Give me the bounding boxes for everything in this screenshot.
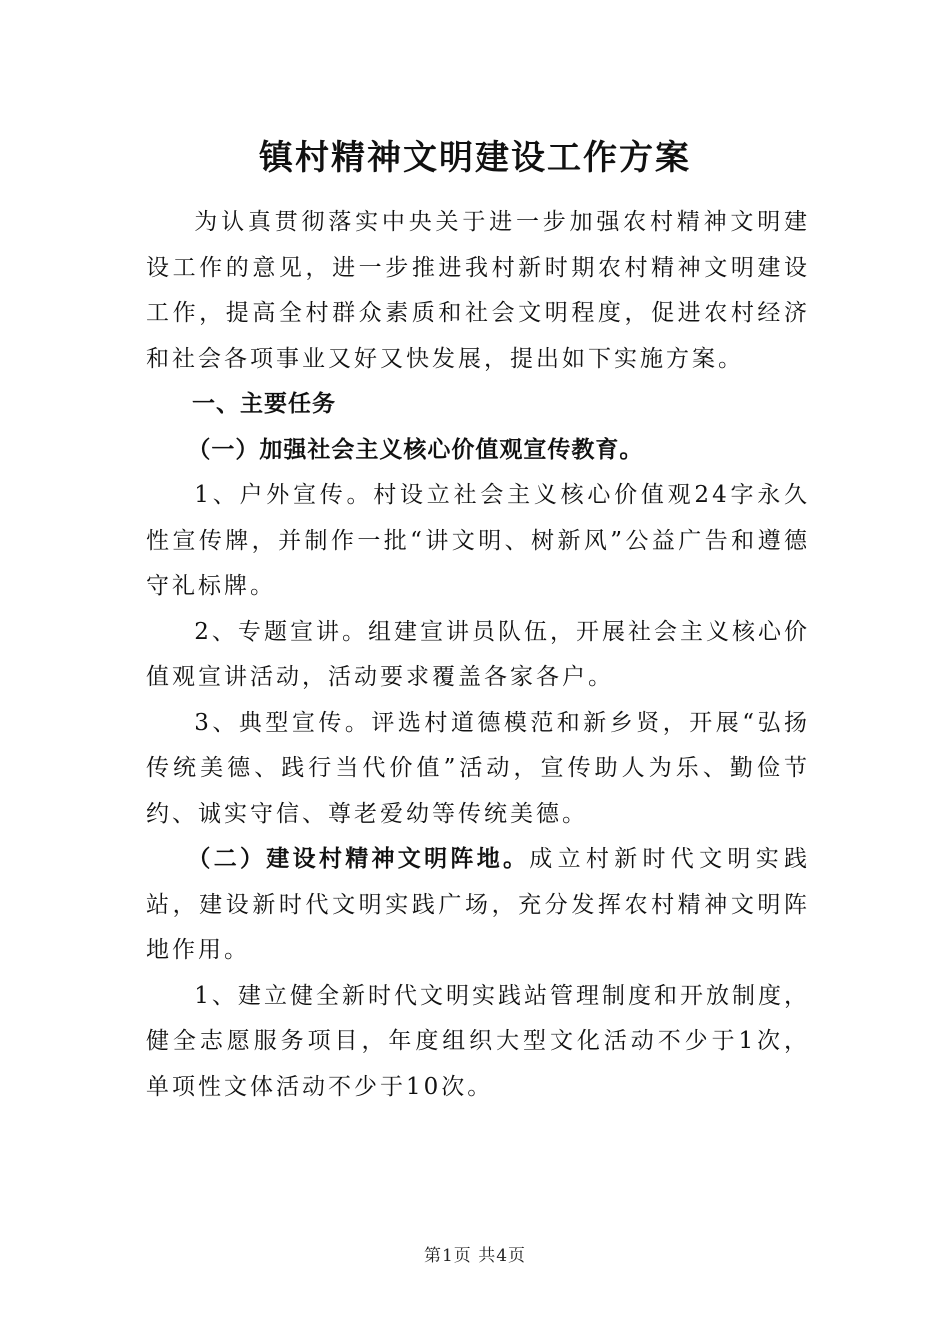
page-number-footer: 第1页 共4页 bbox=[423, 1246, 527, 1266]
subsection-heading-core-values: （一）加强社会主义核心价值观宣传教育。 bbox=[187, 436, 644, 463]
section-heading-main-tasks: 一、主要任务 bbox=[192, 391, 336, 417]
document-title: 镇村精神文明建设工作方案 bbox=[259, 138, 691, 178]
list-item-special-lectures: 2、专题宣讲。组建宣讲员队伍，开展社会主义核心价值观宣讲活动，活动要求覆盖各家各户。 bbox=[146, 618, 810, 690]
subsection-heading-civilization-base: （二）建设村精神文明阵地。 bbox=[187, 846, 530, 872]
list-item-outdoor-publicity: 1、户外宣传。村设立社会主义核心价值观24字永久性宣传牌，并制作一批“讲文明、树新风”公益广告和遵德守礼标牌。 bbox=[146, 482, 810, 599]
intro-paragraph: 为认真贯彻落实中央关于进一步加强农村精神文明建设工作的意见，进一步推进我村新时期农村精神文明建设工作，提高全村群众素质和社会文明程度，促进农村经济和社会各项事业又好又快发展，提出如下实施方案。 bbox=[146, 209, 810, 372]
list-item-model-publicity: 3、典型宣传。评选村道德模范和新乡贤，开展“弘扬传统美德、践行当代价值”活动，宣传助人为乐、勤俭节约、诚实守信、尊老爱幼等传统美德。 bbox=[146, 709, 810, 827]
subsection-paragraph-civilization-base bbox=[146, 837, 810, 974]
subsection-text-civilization-base: 成立村新时代文明实践站，建设新时代文明实践广场，充分发挥农村精神文明阵地作用。 bbox=[146, 846, 811, 963]
document-body bbox=[146, 200, 810, 1110]
list-item-station-management: 1、建立健全新时代文明实践站管理制度和开放制度，健全志愿服务项目，年度组织大型文化活动不少于1次，单项性文体活动不少于10次。 bbox=[146, 982, 810, 1100]
